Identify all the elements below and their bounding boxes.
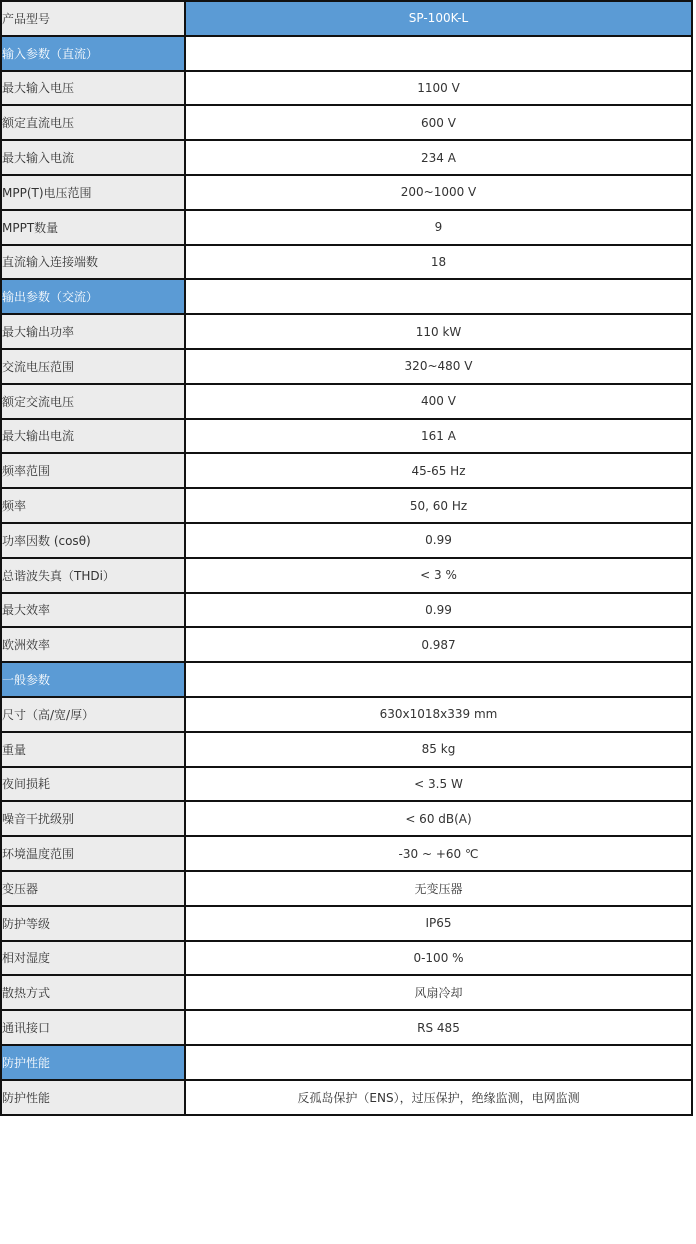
row-value: -30 ~ +60 ℃ (185, 836, 692, 871)
row-value: 0.987 (185, 627, 692, 662)
row-label: MPPT数量 (1, 210, 185, 245)
section-blank-cell (185, 1045, 692, 1080)
row-value: 50, 60 Hz (185, 488, 692, 523)
model-label: 产品型号 (1, 1, 185, 36)
row-value: IP65 (185, 906, 692, 941)
table-row (1, 975, 692, 1010)
row-label: 散热方式 (1, 975, 185, 1010)
table-row (1, 349, 692, 384)
section-header (1, 1045, 692, 1080)
row-value: 234 A (185, 140, 692, 175)
row-label: 功率因数 (cosθ) (1, 523, 185, 558)
row-value: 400 V (185, 384, 692, 419)
table-row (1, 1080, 692, 1115)
row-value: 反孤岛保护（ENS），过压保护，绝缘监测，电网监测 (185, 1080, 692, 1115)
section-blank-cell (185, 662, 692, 697)
table-row (1, 488, 692, 523)
row-value: 85 kg (185, 732, 692, 767)
row-label: 尺寸（高/宽/厚） (1, 697, 185, 732)
section-title: 输入参数（直流） (1, 36, 185, 71)
table-row (1, 593, 692, 628)
row-value: RS 485 (185, 1010, 692, 1045)
table-row (1, 697, 692, 732)
row-label: 噪音干扰级别 (1, 801, 185, 836)
table-row (1, 836, 692, 871)
row-label: 总谐波失真（THDi） (1, 558, 185, 593)
table-row (1, 71, 692, 106)
row-label: 频率 (1, 488, 185, 523)
table-row (1, 871, 692, 906)
table-row (1, 210, 692, 245)
row-value: 110 kW (185, 314, 692, 349)
row-label: 额定直流电压 (1, 105, 185, 140)
row-label: 最大输出功率 (1, 314, 185, 349)
row-value: 9 (185, 210, 692, 245)
table-row (1, 941, 692, 976)
table-row (1, 627, 692, 662)
model-row (1, 1, 692, 36)
table-row (1, 558, 692, 593)
table-row (1, 767, 692, 802)
row-label: 重量 (1, 732, 185, 767)
row-label: 相对湿度 (1, 941, 185, 976)
table-row (1, 523, 692, 558)
row-label: 直流输入连接端数 (1, 245, 185, 280)
row-value: 风扇冷却 (185, 975, 692, 1010)
row-value: < 3 % (185, 558, 692, 593)
row-label: 防护性能 (1, 1080, 185, 1115)
table-row (1, 175, 692, 210)
row-label: 欧洲效率 (1, 627, 185, 662)
section-header (1, 36, 692, 71)
row-value: 161 A (185, 419, 692, 454)
row-value: 0.99 (185, 593, 692, 628)
row-value: 45-65 Hz (185, 453, 692, 488)
table-row (1, 384, 692, 419)
table-row (1, 732, 692, 767)
section-title: 输出参数（交流） (1, 279, 185, 314)
row-value: 320~480 V (185, 349, 692, 384)
section-header (1, 279, 692, 314)
table-row (1, 314, 692, 349)
row-value: 1100 V (185, 71, 692, 106)
table-row (1, 906, 692, 941)
row-label: 防护等级 (1, 906, 185, 941)
row-value: 18 (185, 245, 692, 280)
model-value: SP-100K-L (185, 1, 692, 36)
table-row (1, 245, 692, 280)
row-value: 0.99 (185, 523, 692, 558)
row-value: 0-100 % (185, 941, 692, 976)
table-row (1, 801, 692, 836)
row-value: 200~1000 V (185, 175, 692, 210)
table-row (1, 105, 692, 140)
row-label: 最大效率 (1, 593, 185, 628)
section-blank-cell (185, 279, 692, 314)
row-label: 最大输出电流 (1, 419, 185, 454)
table-row (1, 453, 692, 488)
row-label: 最大输入电流 (1, 140, 185, 175)
row-label: 变压器 (1, 871, 185, 906)
row-label: 环境温度范围 (1, 836, 185, 871)
section-blank-cell (185, 36, 692, 71)
table-row (1, 1010, 692, 1045)
row-value: 600 V (185, 105, 692, 140)
section-title: 防护性能 (1, 1045, 185, 1080)
row-label: 额定交流电压 (1, 384, 185, 419)
section-header (1, 662, 692, 697)
row-label: 夜间损耗 (1, 767, 185, 802)
row-value: < 60 dB(A) (185, 801, 692, 836)
table-row (1, 419, 692, 454)
row-value: < 3.5 W (185, 767, 692, 802)
row-value: 630x1018x339 mm (185, 697, 692, 732)
row-value: 无变压器 (185, 871, 692, 906)
row-label: 最大输入电压 (1, 71, 185, 106)
table-row (1, 140, 692, 175)
row-label: 交流电压范围 (1, 349, 185, 384)
row-label: MPP(T)电压范围 (1, 175, 185, 210)
row-label: 频率范围 (1, 453, 185, 488)
row-label: 通讯接口 (1, 1010, 185, 1045)
section-title: 一般参数 (1, 662, 185, 697)
